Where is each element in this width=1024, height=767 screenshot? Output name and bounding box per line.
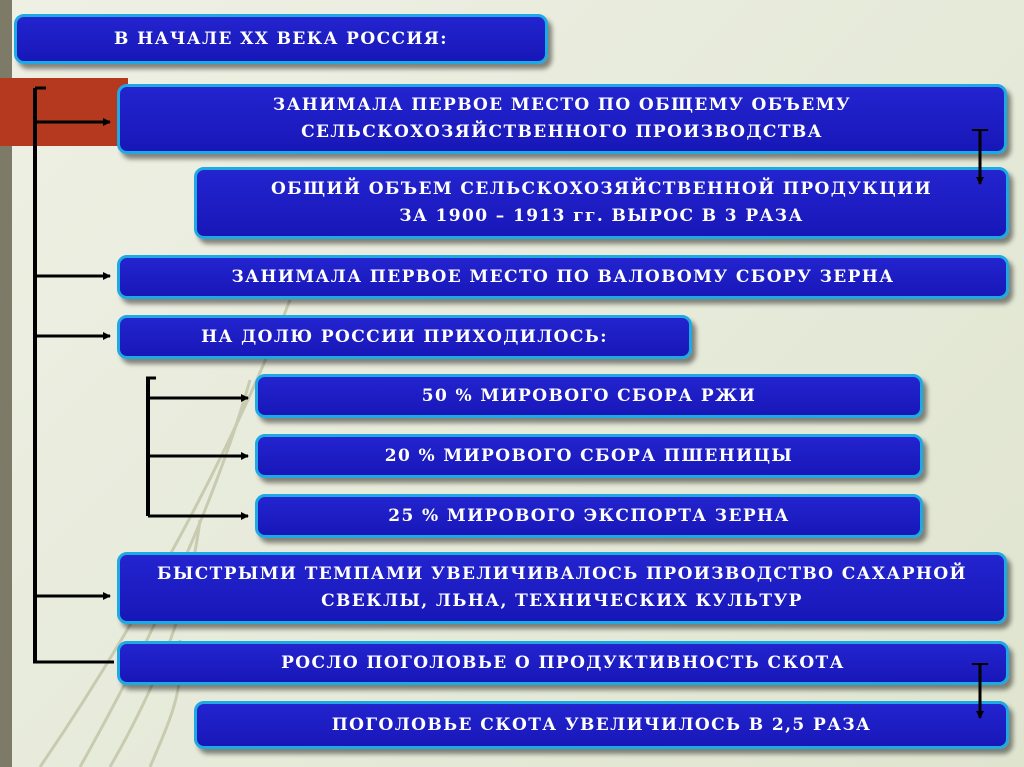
item-8-line-1: БЫСТРЫМИ ТЕМПАМИ УВЕЛИЧИВАЛОСЬ ПРОИЗВОДСТВО САХАРНОЙ — [156, 564, 968, 584]
item-9-text: РОСЛО ПОГОЛОВЬЕ О ПРОДУКТИВНОСТЬ СКОТА — [281, 652, 845, 673]
item-3-text: ЗАНИМАЛА ПЕРВОЕ МЕСТО ПО ВАЛОВОМУ СБОРУ ЗЕРНА — [231, 266, 895, 287]
item-5-text: 50 % МИРОВОГО СБОРА РЖИ — [421, 385, 757, 406]
item-10-text: ПОГОЛОВЬЕ СКОТА УВЕЛИЧИЛОСЬ В 2,5 РАЗА — [331, 714, 872, 735]
item-7-text: 25 % МИРОВОГО ЭКСПОРТА ЗЕРНА — [388, 505, 790, 526]
item-6-text: 20 % МИРОВОГО СБОРА ПШЕНИЦЫ — [384, 445, 794, 466]
item-8-line-2: СВЕКЛЫ, ЛЬНА, ТЕХНИЧЕСКИХ КУЛЬТУР — [321, 591, 803, 611]
item-2-line-1: ОБЩИЙ ОБЪЕМ СЕЛЬСКОХОЗЯЙСТВЕННОЙ ПРОДУКЦИИ — [270, 179, 933, 199]
item-2-line-2: ЗА 1900 – 1913 гг. ВЫРОС В 3 РАЗА — [399, 206, 804, 226]
title-text: В НАЧАЛЕ XX ВЕКА РОССИЯ: — [114, 28, 448, 49]
item-4-text: НА ДОЛЮ РОССИИ ПРИХОДИЛОСЬ: — [201, 326, 608, 347]
item-1-line-2: СЕЛЬСКОХОЗЯЙСТВЕННОГО ПРОИЗВОДСТВА — [301, 122, 823, 142]
item-1-line-1: ЗАНИМАЛА ПЕРВОЕ МЕСТО ПО ОБЩЕМУ ОБЪЕМУ — [272, 95, 852, 115]
